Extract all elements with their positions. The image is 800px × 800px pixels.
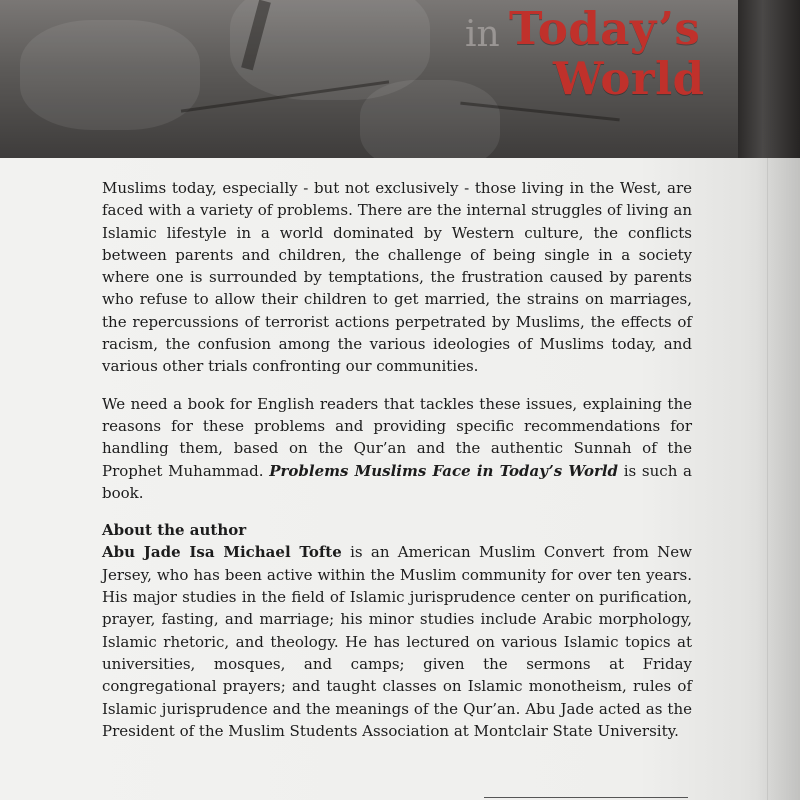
stone-texture: [360, 80, 500, 158]
about-author-heading: About the author: [102, 521, 247, 540]
blurb-paragraph-2: [102, 393, 692, 504]
title-prefix: in: [465, 14, 500, 55]
page-right-shadow: [756, 158, 800, 800]
blurb-paragraph-1: Muslims today, especially - but not exclusively - those living in the West, are faced with a variety of problems. There are the internal struggles of living an Islamic lifestyle in a world dominated by Western culture, the conflicts between parents and children, the challenge of being single in a society where one is surrounded by temptations, the frustration caused by parents who refuse to allow their children to get married, the strains on marriages, the repercussions of terrorist actions perpetrated by Muslims, the effects of racism, the confusion among the various ideologies of Muslims today, and various other trials confronting our communities.: [102, 179, 692, 376]
book-title-inline: Problems Muslims Face in Today’s World: [269, 461, 619, 480]
about-author-section: [102, 519, 692, 742]
spine-edge: [738, 0, 800, 158]
author-bio-text: is an American Muslim Convert from New Jersey, who has been active within the Muslim community for over ten years. His major studies in the field of Islamic jurisprudence center on purification, prayer, fasting, and marriage; his minor studies include Arabic morphology, Islamic rhetoric, and theology. He has lectured on various Islamic topics at universities, mosques, and camps; given the sermons at Friday congregational prayers; and taught classes on Islamic monotheism, rules of Islamic jurisprudence and the meanings of the Qur’an. Abu Jade acted as the President of the Muslim Students Association at Montclair State University.: [102, 543, 693, 740]
blurb-text: [102, 177, 692, 742]
binding-line: [767, 158, 768, 800]
title-line-1: Today’s: [509, 2, 701, 55]
stone-texture: [20, 20, 200, 130]
author-bio: [102, 541, 692, 742]
blurb-paragraph-2-start: We need a book for English readers that tackles these issues, explaining the reasons for these problems and providing specific recommendations for handling them, based on the Qur’an and the authentic Sunnah of the Prophet Muhammad.: [102, 394, 692, 480]
author-name: Abu Jade Isa Michael Tofte: [102, 543, 342, 562]
title-line-2: World: [553, 52, 705, 105]
header-image-band: [0, 0, 800, 158]
blurb-paragraph-2-end: is such a book.: [102, 461, 692, 502]
